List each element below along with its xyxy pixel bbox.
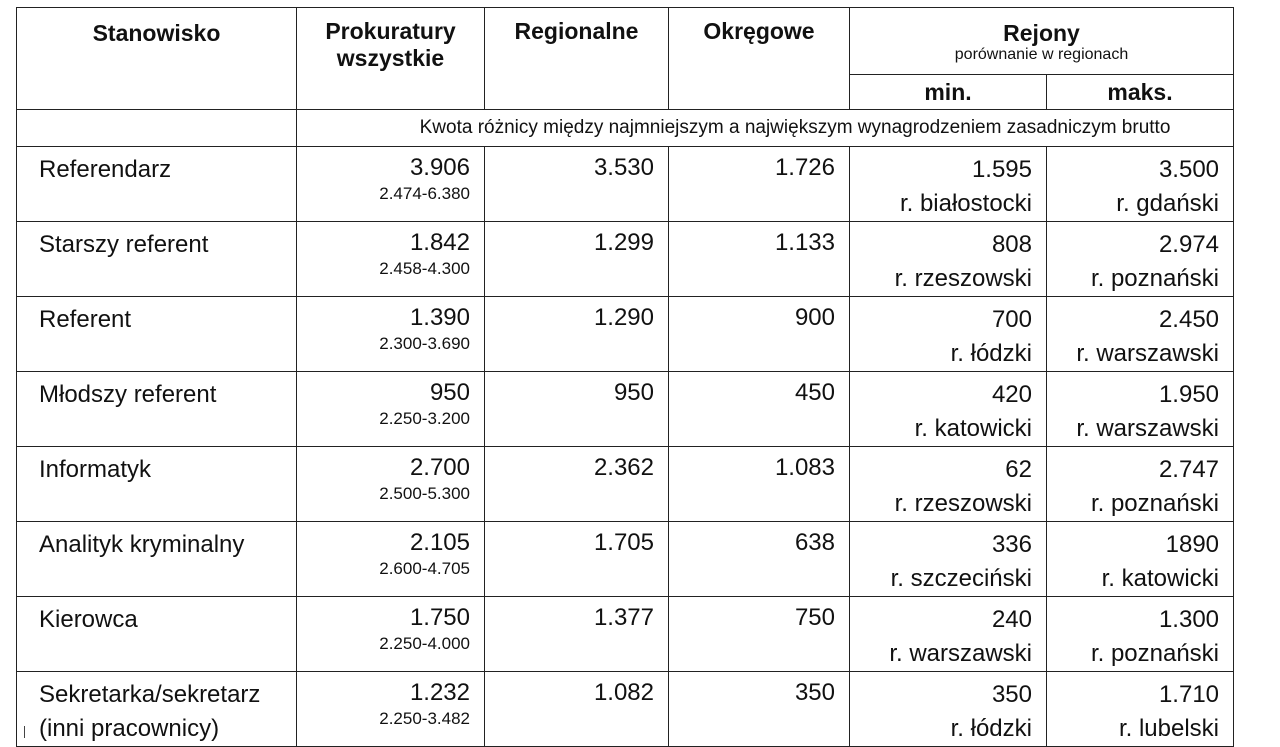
position-name: Referent [39, 306, 132, 333]
rejony-min-cell [850, 522, 1047, 597]
text-cursor-mark [24, 726, 25, 738]
rejony-max-region: r. poznański [1090, 640, 1220, 667]
position-name-cell [17, 297, 297, 372]
rejony-min-cell [850, 372, 1047, 447]
note-row: Kwota różnicy między najmniejszym a największym wynagrodzeniem zasadniczym brutto [297, 110, 1234, 147]
rejony-max-cell [1047, 447, 1234, 522]
okregowe-value: 1.726 [669, 147, 850, 222]
position-name: Sekretarka/sekretarz [39, 681, 261, 708]
regionalne-value: 1.299 [485, 222, 669, 297]
rejony-max-region: r. katowicki [1101, 565, 1220, 592]
prokuratury-cell [297, 222, 485, 297]
salary-range: 2.250-3.482 [379, 709, 470, 728]
prokuratury-cell [297, 297, 485, 372]
rejony-max-value: 2.450 [1158, 306, 1220, 333]
note-empty-cell [17, 110, 297, 147]
okregowe-value: 1.133 [669, 222, 850, 297]
table-row [17, 597, 1234, 672]
position-name-cell [17, 522, 297, 597]
rejony-min-value: 336 [991, 531, 1032, 558]
position-name-cell [17, 447, 297, 522]
rejony-max-cell [1047, 672, 1234, 747]
rejony-min-cell [850, 672, 1047, 747]
prokuratury-value: 2.105 [409, 529, 470, 556]
regionalne-value: 1.377 [485, 597, 669, 672]
prokuratury-cell [297, 522, 485, 597]
rejony-max-value: 1.300 [1158, 606, 1220, 633]
rejony-min-cell [850, 297, 1047, 372]
rejony-min-region: r. szczeciński [890, 565, 1032, 592]
header-prokuratury-line2: wszystkie [336, 45, 445, 71]
prokuratury-value: 3.906 [409, 154, 470, 181]
position-name: Kierowca [39, 606, 138, 633]
prokuratury-cell [297, 672, 485, 747]
salary-range: 2.458-4.300 [379, 259, 470, 278]
prokuratury-cell [297, 372, 485, 447]
header-stanowisko: Stanowisko [17, 8, 297, 110]
position-name: Młodszy referent [39, 381, 217, 408]
header-prokuratury-line1: Prokuratury [325, 18, 456, 44]
rejony-min-cell [850, 447, 1047, 522]
position-name-cell [17, 147, 297, 222]
regionalne-value: 1.082 [485, 672, 669, 747]
rejony-min-region: r. rzeszowski [894, 265, 1032, 292]
rejony-max-value: 1.710 [1158, 681, 1220, 708]
header-prokuratury [297, 8, 485, 110]
table-row [17, 672, 1234, 747]
rejony-min-cell [850, 222, 1047, 297]
position-name-extra: (inni pracownicy) [39, 715, 220, 742]
salary-table-container [16, 7, 1233, 747]
position-name: Analityk kryminalny [39, 531, 245, 558]
header-rejony-subtitle: porównanie w regionach [954, 46, 1129, 63]
rejony-min-region: r. katowicki [914, 415, 1032, 442]
rejony-min-value: 808 [991, 231, 1032, 258]
prokuratury-cell [297, 147, 485, 222]
rejony-max-value: 2.747 [1158, 456, 1220, 483]
rejony-max-region: r. warszawski [1076, 415, 1220, 442]
rejony-max-cell [1047, 222, 1234, 297]
rejony-min-value: 1.595 [971, 156, 1032, 183]
table-row [17, 447, 1234, 522]
rejony-max-region: r. gdański [1116, 190, 1220, 217]
rejony-min-region: r. rzeszowski [894, 490, 1032, 517]
position-name-cell [17, 222, 297, 297]
regionalne-value: 1.705 [485, 522, 669, 597]
salary-range: 2.500-5.300 [379, 484, 470, 503]
regionalne-value: 1.290 [485, 297, 669, 372]
table-row [17, 522, 1234, 597]
prokuratury-value: 2.700 [409, 454, 470, 481]
rejony-min-value: 700 [991, 306, 1032, 333]
rejony-max-cell [1047, 147, 1234, 222]
okregowe-value: 450 [669, 372, 850, 447]
rejony-min-value: 240 [991, 606, 1032, 633]
prokuratury-cell [297, 447, 485, 522]
rejony-max-value: 3.500 [1158, 156, 1220, 183]
rejony-max-region: r. poznański [1090, 265, 1220, 292]
okregowe-value: 350 [669, 672, 850, 747]
rejony-max-cell [1047, 372, 1234, 447]
rejony-max-value: 1890 [1165, 531, 1220, 558]
salary-range: 2.474-6.380 [379, 184, 470, 203]
okregowe-value: 638 [669, 522, 850, 597]
table-row [17, 372, 1234, 447]
rejony-min-region: r. warszawski [889, 640, 1032, 667]
rejony-max-value: 1.950 [1158, 381, 1220, 408]
header-okregowe: Okręgowe [669, 8, 850, 110]
salary-range: 2.300-3.690 [379, 334, 470, 353]
prokuratury-value: 1.842 [409, 229, 470, 256]
prokuratury-value: 950 [429, 379, 470, 406]
prokuratury-value: 1.750 [409, 604, 470, 631]
rejony-min-value: 62 [1005, 456, 1032, 483]
table-body [17, 147, 1234, 747]
regionalne-value: 3.530 [485, 147, 669, 222]
header-maks: maks. [1047, 75, 1234, 110]
position-name: Informatyk [39, 456, 152, 483]
salary-range: 2.250-3.200 [379, 409, 470, 428]
regionalne-value: 950 [485, 372, 669, 447]
okregowe-value: 750 [669, 597, 850, 672]
header-regionalne: Regionalne [485, 8, 669, 110]
rejony-min-value: 350 [991, 681, 1032, 708]
okregowe-value: 1.083 [669, 447, 850, 522]
header-min: min. [850, 75, 1047, 110]
salary-difference-table [16, 7, 1234, 747]
regionalne-value: 2.362 [485, 447, 669, 522]
position-name: Starszy referent [39, 231, 209, 258]
rejony-max-cell [1047, 297, 1234, 372]
prokuratury-value: 1.390 [409, 304, 470, 331]
rejony-max-value: 2.974 [1158, 231, 1220, 258]
rejony-max-region: r. lubelski [1118, 715, 1220, 742]
rejony-min-cell [850, 597, 1047, 672]
table-row [17, 222, 1234, 297]
rejony-max-cell [1047, 522, 1234, 597]
rejony-max-cell [1047, 597, 1234, 672]
table-row [17, 297, 1234, 372]
okregowe-value: 900 [669, 297, 850, 372]
rejony-min-cell [850, 147, 1047, 222]
prokuratury-value: 1.232 [409, 679, 470, 706]
rejony-min-region: r. łódzki [950, 715, 1032, 742]
rejony-min-region: r. łódzki [950, 340, 1032, 367]
position-name-cell [17, 597, 297, 672]
position-name: Referendarz [39, 156, 172, 183]
rejony-max-region: r. poznański [1090, 490, 1220, 517]
header-rejony-title: Rejony [1003, 20, 1080, 46]
table-row [17, 147, 1234, 222]
salary-range: 2.250-4.000 [379, 634, 470, 653]
position-name-cell [17, 372, 297, 447]
rejony-min-region: r. białostocki [899, 190, 1032, 217]
header-rejony [850, 8, 1234, 75]
rejony-min-value: 420 [991, 381, 1032, 408]
rejony-max-region: r. warszawski [1076, 340, 1220, 367]
prokuratury-cell [297, 597, 485, 672]
position-name-cell [17, 672, 297, 747]
salary-range: 2.600-4.705 [379, 559, 470, 578]
